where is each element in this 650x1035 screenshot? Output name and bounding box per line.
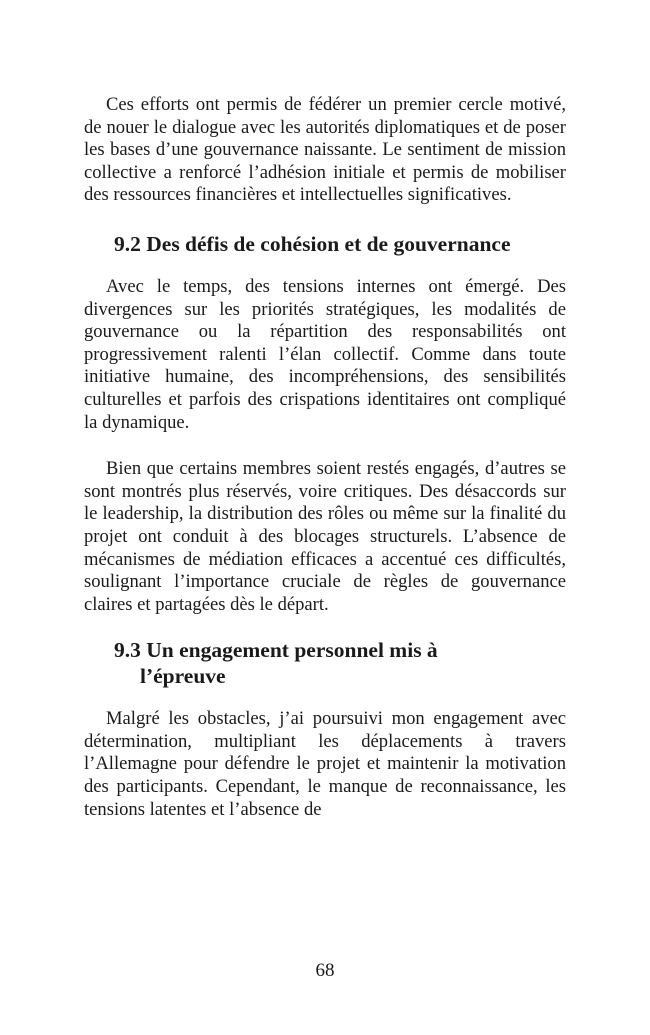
- paragraph: Bien que certains membres soient restés engagés, d’autres se sont montrés plus réservés, voire critiques. Des désaccords sur le leadership, la distribution des rôles ou même sur la finalité du projet ont conduit à des blocages structurels. L’absence de mécanismes de médiation efficaces a accentué ces difficultés, soulignant l’importance cruciale de règles de gouvernance claires et partagées dès le départ.: [84, 458, 566, 615]
- page-number: 68: [315, 960, 335, 981]
- section-heading-9-2: 9.2 Des défis de cohésion et de gouvernance: [114, 231, 511, 256]
- paragraph: Malgré les obstacles, j’ai poursuivi mon engagement avec détermination, multipliant les déplacements à travers l’Allemagne pour défendre le projet et maintenir la motivation des participants. Cependant, le manque de reconnaissance, les tensions latentes et l’absence de: [84, 708, 566, 820]
- page-content: [84, 94, 566, 821]
- paragraph: Ces efforts ont permis de fédérer un premier cercle motivé, de nouer le dialogue avec les autorités diplomatiques et de poser les bases d’une gouvernance naissante. Le sentiment de mission collective a renforcé l’adhésion initiale et permis de mobiliser des ressources financières et intellectuelles significatives.: [84, 94, 566, 206]
- section-heading-9-3: [84, 637, 566, 689]
- section-heading-9-3-line2: l’épreuve: [140, 664, 226, 689]
- paragraph: Avec le temps, des tensions internes ont émergé. Des divergences sur les priorités stratégiques, les modalités de gouvernance ou la répartition des responsabilités ont progressivement ralenti l’élan collectif. Comme dans toute initiative humaine, des incompréhensions, des sensibilités culturelles et parfois des crispations identitaires ont compliqué la dynamique.: [84, 275, 566, 433]
- section-heading-9-3-line1: 9.3 Un engagement personnel mis à: [114, 638, 438, 663]
